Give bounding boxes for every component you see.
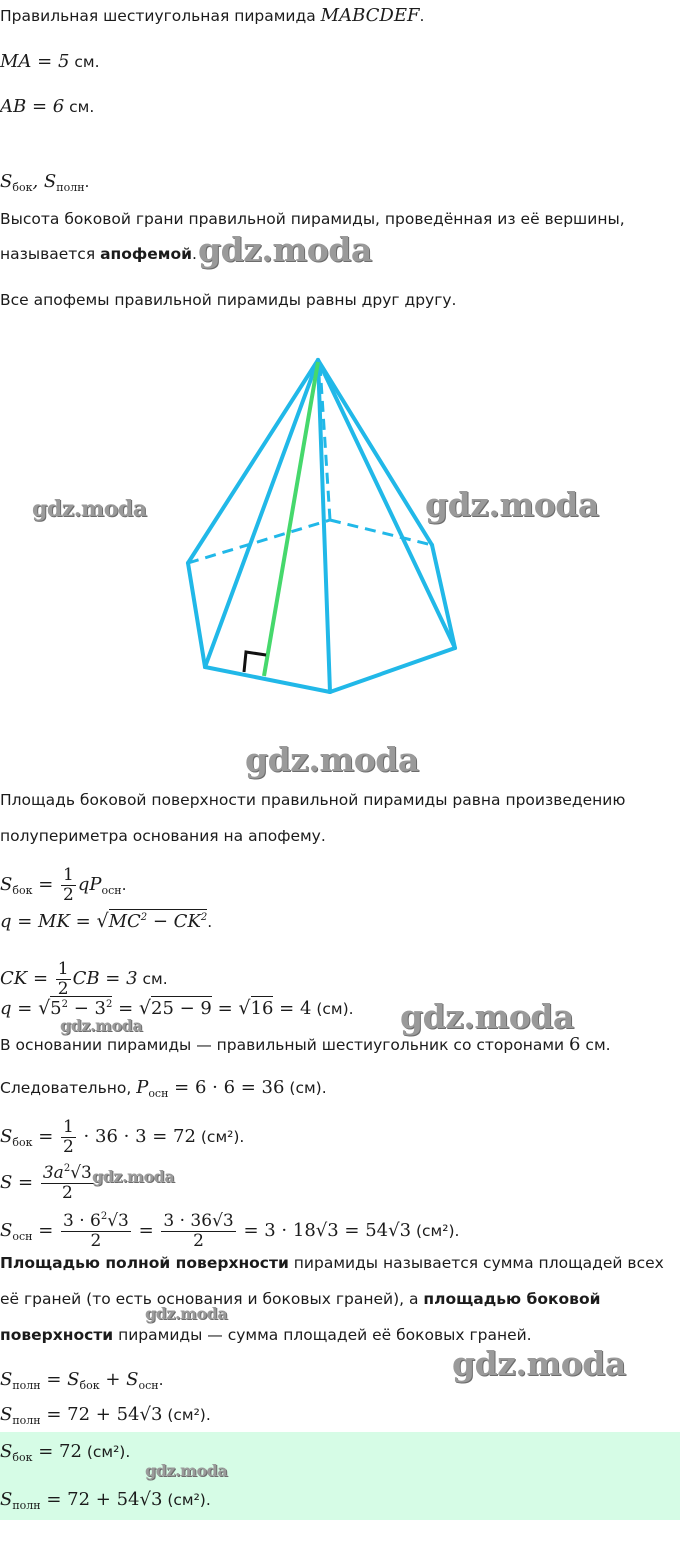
perimeter-line: Следовательно, $P_{осн} = 6 \cdot 6 = 36$ (см). — [0, 1077, 327, 1100]
formula-base-area: $S_{осн}$ = $\frac{3 \cdot 6^2√3}{2}$ = $\frac{3 \cdot 36√3}{2}$ = 3 · 18√3 = 54√3 (см²). — [0, 1211, 460, 1251]
formula-q-value: $q = √5^2 - 3^2 = √25 - 9 = √16 = 4$ (см). — [0, 997, 354, 1019]
formula-full-area-value: $S_{полн} = 72 + 54√3$ (см²). — [0, 1404, 211, 1427]
formula-ck: CK = $\frac{1}{2}$ CB = 3 см. — [0, 959, 168, 999]
edge-m-e — [318, 360, 432, 545]
answer-full: $S_{полн} = 72 + 54√3$ (см²). — [0, 1489, 211, 1512]
base-a-b — [188, 563, 205, 667]
right-angle-mark — [244, 652, 266, 672]
apothem-line — [264, 362, 318, 676]
watermark-logo: gdz.moda — [245, 740, 419, 779]
fraction-base-2: $\frac{3 \cdot 36√3}{2}$ — [163, 1211, 234, 1251]
watermark-logo: gdz.moda — [145, 1461, 228, 1480]
fraction-half: $\frac{1}{2}$ — [63, 865, 74, 905]
watermark-logo: gdz.moda — [32, 496, 147, 522]
fraction-half: $\frac{1}{2}$ — [63, 1117, 74, 1157]
watermark-logo: gdz.moda — [92, 1167, 175, 1186]
pyramid-diagram — [0, 330, 680, 730]
base-c-d — [330, 648, 455, 692]
watermark-logo: gdz.moda — [400, 997, 574, 1036]
lateral-area-rule-1: Площадь боковой поверхности правильной пирамиды равна произведению — [0, 791, 626, 809]
full-area-definition-2: её граней (то есть основания и боковых граней), а площадью боковой — [0, 1290, 601, 1308]
formula-lateral-value: $S_{бок}$ = $\frac{1}{2}$ · 36 · 3 = 72 (см²). — [0, 1117, 245, 1157]
watermark-logo: gdz.moda — [60, 1016, 143, 1035]
find-line: $S_{бок}$, $S_{полн}$. — [0, 171, 90, 194]
formula-full-area: $S_{полн} = S_{бок} + S_{осн}$. — [0, 1369, 164, 1392]
given-ab: AB = 6 см. — [0, 96, 95, 117]
condition-line: Правильная шестиугольная пирамида MABCDEF. — [0, 5, 425, 26]
definition-line-2: называется апофемой. — [0, 245, 197, 263]
apothem-fact: Все апофемы правильной пирамиды равны друг другу. — [0, 291, 457, 309]
full-area-definition-3: поверхности пирамиды — сумма площадей её боковых граней. — [0, 1326, 532, 1344]
answer-lateral: $S_{бок} = 72$ (см²). — [0, 1441, 131, 1464]
formula-apothem: q = MK = $√MC^2 - CK^2$. — [0, 910, 213, 932]
base-d-e — [432, 545, 455, 648]
watermark-logo: gdz.moda — [425, 485, 599, 524]
formula-lateral: $S_{бок}$ = $\frac{1}{2}$ $qP_{осн}$. — [0, 865, 127, 905]
base-b-c — [205, 667, 330, 692]
fraction-half: $\frac{1}{2}$ — [57, 959, 69, 999]
formula-hexagon-area: S = $\frac{3a^2√3}{2}$ — [0, 1163, 92, 1203]
watermark-logo: gdz.moda — [452, 1344, 626, 1383]
definition-line-1: Высота боковой грани правильной пирамиды, проведённая из её вершины, — [0, 210, 625, 228]
full-area-definition-1: Площадью полной поверхности пирамиды называется сумма площадей всех — [0, 1254, 664, 1272]
lateral-area-rule-2: полупериметра основания на апофему. — [0, 827, 326, 845]
fraction-hexagon-area: $\frac{3a^2√3}{2}$ — [42, 1163, 92, 1203]
watermark-logo: gdz.moda — [145, 1304, 228, 1323]
given-ma: MA = 5 см. — [0, 51, 100, 72]
fraction-base-1: $\frac{3 \cdot 6^2√3}{2}$ — [63, 1211, 129, 1251]
watermark-logo: gdz.moda — [198, 230, 372, 269]
base-hexagon-line: В основании пирамиды — правильный шестиугольник со сторонами 6 см. — [0, 1034, 611, 1055]
